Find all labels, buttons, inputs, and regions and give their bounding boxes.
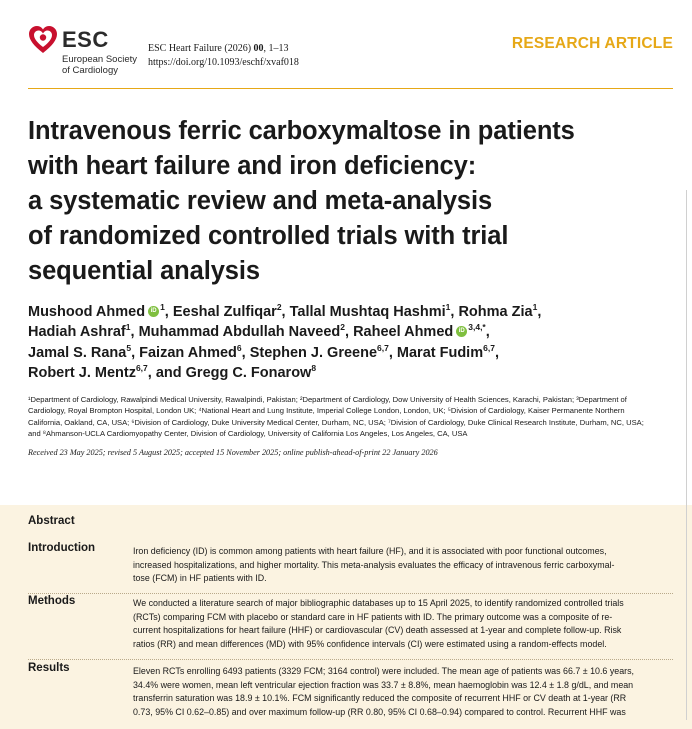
article-type-label: RESEARCH ARTICLE: [511, 35, 673, 52]
author-separator: ,: [450, 304, 459, 320]
affiliation-line: Cardiology, Royal Brompton Hospital, London UK; ⁴National Heart and Lung Institute, Imperial College London, London, UK; ⁵Division of Cardiology, Kaiser Permanente Northern: [28, 406, 625, 416]
section-text: [133, 665, 673, 719]
section-label: Methods: [28, 595, 76, 607]
text-line: (RCTs) comparing FCM with placebo or standard care in HF patients with ID. The primary outcome was a composite of re-: [133, 611, 613, 622]
orcid-icon[interactable]: [456, 326, 467, 337]
author-name[interactable]: Raheel Ahmed: [353, 324, 454, 341]
author-name[interactable]: Eeshal Zulfiqar: [172, 304, 277, 320]
text-line: 0.73, 95% CI 0.62–0.85) and over maximum follow-up (RR 0.80, 95% CI 0.68–0.94) compared to control. Recurrent HHF was: [133, 706, 626, 717]
text-line: 34.4% were women, mean left ventricular ejection fraction was 33.7 ± 8.8%, mean haemoglobin was 12.4 ± 1.8 g/dL, and mean: [133, 679, 634, 690]
author-line: [28, 302, 673, 322]
section-label: Results: [28, 662, 70, 674]
affiliation-line: and ⁸Ahmanson-UCLA Cardiomyopathy Center, Division of Cardiology, University of California Los Angeles, Los Angeles, CA, USA: [28, 428, 468, 438]
author-affiliation-sup: 3,4,*: [468, 322, 486, 333]
author-separator: ,: [131, 344, 140, 361]
author-affiliation-sup: 2: [340, 322, 345, 333]
author-name[interactable]: Gregg C. Fonarow: [185, 364, 312, 381]
page-edge: [686, 190, 692, 720]
author-separator: ,: [537, 304, 542, 320]
text-line: increased hospitalizations, and higher mortality. This meta-analysis evaluates the efficacy of intravenous ferric carboxymal-: [133, 559, 615, 570]
esc-logo[interactable]: [28, 24, 148, 80]
author-affiliation-sup: 6,7: [483, 342, 495, 353]
title-line: with heart failure and iron deficiency:: [28, 152, 477, 180]
affiliation-line: California, Oakland, CA, USA; ⁶Division of Cardiology, Duke University Medical Center, Durham, NC, USA; ⁷Division of Cardiology, Duke Clinical Research Institute, Durham, NC, USA;: [28, 417, 644, 427]
section-divider: [28, 593, 673, 594]
logo-subtitle: [62, 54, 137, 76]
journal-pages: , 1–13: [263, 43, 289, 54]
author-name[interactable]: Mushood Ahmed: [28, 304, 146, 320]
author-separator: ,: [388, 344, 397, 361]
author-affiliation-sup: 8: [311, 362, 317, 373]
text-line: Eleven RCTs enrolling 6493 patients (3329 FCM; 3164 control) were included. The mean age of patients was 66.7 ± 10.6 years,: [133, 666, 635, 676]
author-affiliation-sup: 1: [125, 322, 131, 333]
author-separator: ,: [130, 324, 139, 341]
doi-link[interactable]: https://doi.org/10.1093/eschf/xvaf018: [148, 57, 299, 68]
section-label: Introduction: [28, 542, 96, 554]
journal-name: ESC Heart Failure (2026): [148, 43, 254, 54]
affiliations: [28, 394, 673, 439]
author-affiliation-sup: 1: [532, 302, 538, 312]
text-line: Iron deficiency (ID) is common among patients with heart failure (HF), and it is associated with poor functional outcomes,: [133, 546, 607, 556]
author-name[interactable]: Faizan Ahmed: [139, 344, 237, 361]
publication-dates: Received 23 May 2025; revised 5 August 2025; accepted 15 November 2025; online publish-ahead-of-print 22 January 2026: [28, 448, 438, 457]
author-affiliation-sup: 6,7: [135, 362, 148, 373]
title-line: a systematic review and meta-analysis: [28, 187, 493, 215]
header-divider: [28, 88, 673, 89]
text-line: transferrin saturation was 18.9 ± 10.1%. FCM significantly reduced the composite of recurrent HHF or CV death at 1-year (RR: [133, 693, 627, 704]
author-name[interactable]: Muhammad Abdullah Naveed: [138, 324, 341, 341]
author-name[interactable]: Hadiah Ashraf: [28, 324, 126, 341]
section-text: [133, 597, 673, 651]
text-line: tose (FCM) in HF patients with ID.: [133, 573, 267, 584]
author-separator: ,: [241, 344, 250, 361]
author-affiliation-sup: 1: [445, 302, 451, 312]
author-separator: ,: [345, 324, 354, 341]
journal-line: [148, 42, 299, 56]
author-list: [28, 302, 673, 383]
logo-subtitle-line1: European Society: [62, 54, 137, 65]
author-name[interactable]: Tallal Mushtaq Hashmi: [289, 304, 446, 320]
heart-icon: [28, 25, 58, 55]
author-name[interactable]: Marat Fudim: [396, 344, 484, 361]
text-line: We conducted a literature search of major bibliographic databases up to 15 April 2025, to identify randomized controlled trials: [133, 598, 624, 608]
title-line: sequential analysis: [28, 257, 260, 285]
logo-subtitle-line2: of Cardiology: [62, 65, 118, 76]
text-line: current hospitalizations for heart failure (HHF) or cardiovascular (CV) death assessed at 1-year and complete follow-up. Risk: [133, 625, 622, 636]
author-name[interactable]: Jamal S. Rana: [28, 344, 127, 361]
author-separator: ,: [485, 324, 490, 341]
journal-volume: 00: [253, 43, 264, 54]
author-affiliation-sup: 6,7: [377, 342, 389, 353]
abstract-heading: Abstract: [28, 515, 75, 527]
author-line: [28, 322, 673, 342]
title-line: Intravenous ferric carboxymaltose in patients: [28, 117, 575, 145]
text-line: ratios (RR) and mean differences (MD) with 95% confidence intervals (CI) were estimated using a random-effects model.: [133, 638, 607, 649]
author-line: [28, 363, 673, 383]
author-affiliation-sup: 5: [126, 342, 132, 353]
author-separator: , and: [147, 364, 186, 381]
affiliation-line: ¹Department of Cardiology, Rawalpindi Medical University, Rawalpindi, Pakistan; ²Department of Cardiology, Dow University of Health Sciences, Karachi, Pakistan; ³Department of: [28, 395, 627, 404]
section-text: [133, 545, 673, 586]
author-name[interactable]: Stephen J. Greene: [249, 344, 378, 361]
article-header: [28, 24, 673, 88]
title-line: of randomized controlled trials with trial: [28, 222, 509, 250]
author-name[interactable]: Robert J. Mentz: [28, 364, 136, 381]
orcid-icon[interactable]: [148, 306, 159, 317]
article-title: [28, 114, 668, 289]
author-line: [28, 343, 673, 363]
journal-citation: [148, 42, 299, 70]
author-separator: ,: [164, 304, 173, 320]
section-divider: [28, 659, 673, 660]
author-affiliation-sup: 1: [160, 302, 165, 312]
author-affiliation-sup: 2: [276, 302, 282, 312]
author-affiliation-sup: 6: [236, 342, 242, 353]
logo-wordmark: ESC: [62, 27, 109, 52]
author-separator: ,: [281, 304, 290, 320]
author-name[interactable]: Rohma Zia: [458, 304, 533, 320]
author-separator: ,: [494, 344, 499, 361]
